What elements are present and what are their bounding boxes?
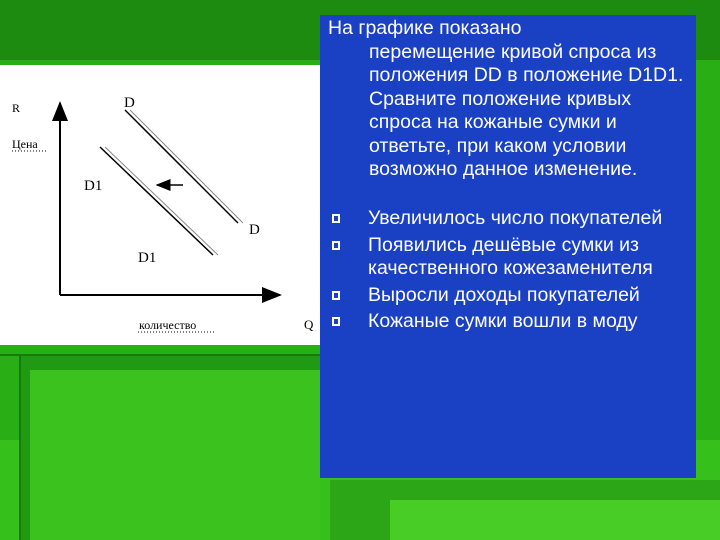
demand-curve-d1	[100, 147, 213, 255]
question-panel	[320, 15, 696, 478]
question-text	[328, 17, 690, 182]
curve-label-d1-left: D1	[84, 178, 103, 194]
axis-x-caption: количество	[139, 318, 197, 332]
diagram-lines	[0, 65, 325, 345]
curve-label-d-top: D	[124, 95, 135, 111]
curve-label-d-bottom: D	[249, 222, 260, 238]
question-continuation: перемещение кривой спроса из положения DD в положение D1D1. Сравните положение кривых спроса на кожаные сумки и ответьте, при каком условии возможно данное изменение.	[369, 40, 684, 180]
answer-option	[332, 310, 692, 334]
square-bullet-icon	[332, 214, 340, 223]
curve-label-d1-bottom: D1	[138, 250, 157, 266]
answer-option-text: Кожаные сумки вошли в моду	[368, 310, 638, 332]
demand-shift-diagram	[0, 65, 325, 345]
axis-y-label: R	[12, 101, 21, 115]
square-bullet-icon	[332, 317, 340, 326]
axis-y-caption: Цена	[12, 137, 38, 151]
answer-option	[332, 207, 692, 231]
answer-option-text: Выросли доходы покупателей	[368, 283, 640, 306]
square-bullet-icon	[332, 241, 340, 250]
axis-x-label: Q	[304, 317, 314, 332]
answer-option	[332, 284, 692, 308]
answer-option-text: Увеличилось число покупателей	[368, 207, 663, 229]
answer-option	[332, 234, 692, 281]
answer-option-text: Появились дешёвые сумки из качественного кожезаменителя	[368, 233, 653, 279]
answer-options	[332, 207, 692, 337]
square-bullet-icon	[332, 291, 340, 300]
demand-curve-d	[125, 110, 238, 223]
question-first-line: На графике показано	[328, 17, 522, 39]
demand-curve-d1-shadow	[105, 147, 218, 255]
demand-curve-d-shadow	[130, 110, 243, 223]
